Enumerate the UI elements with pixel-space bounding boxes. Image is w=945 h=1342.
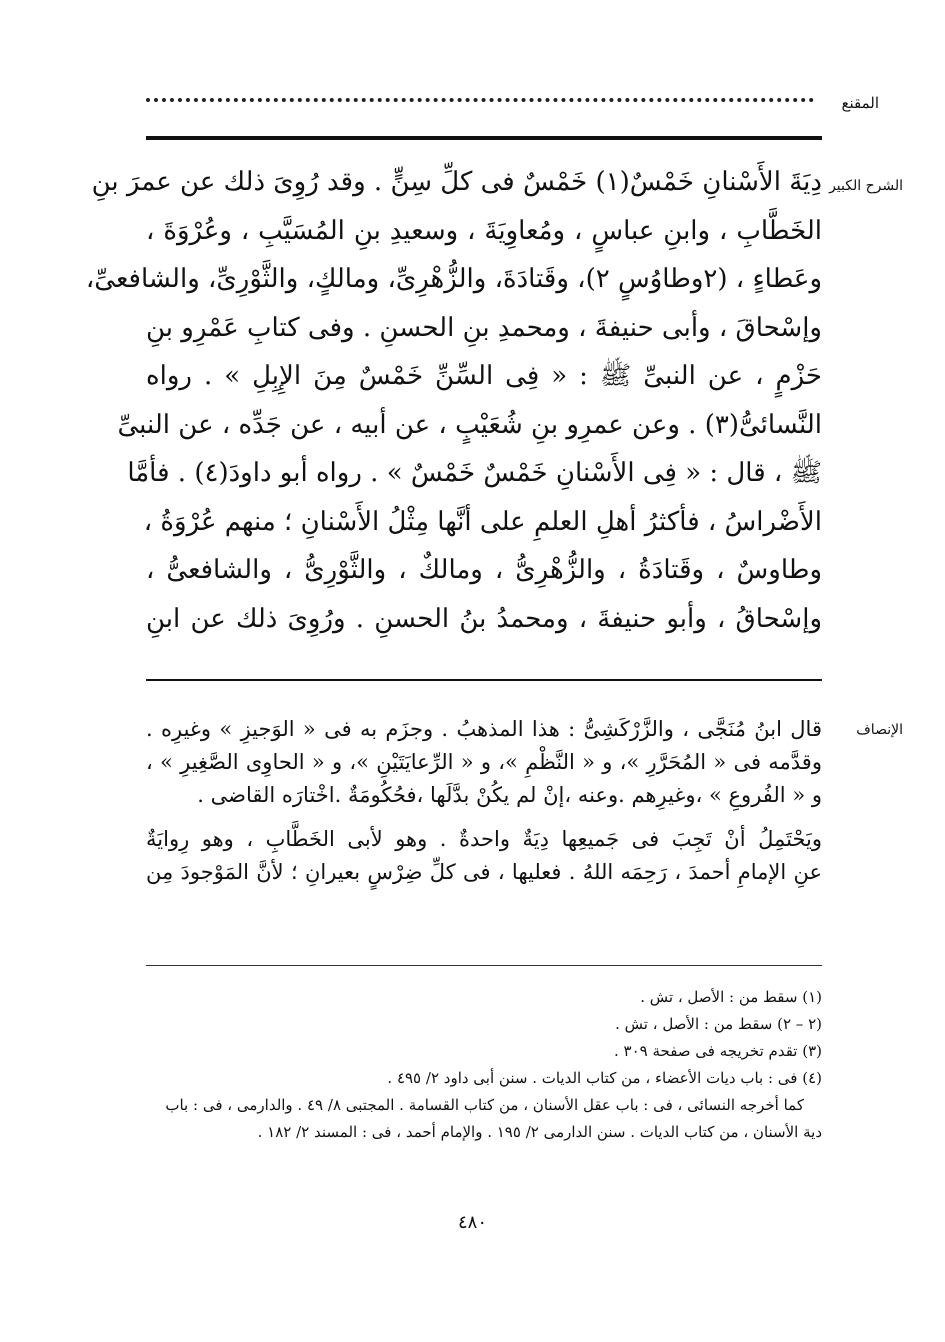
footnote: (١) سقط من : الأصل ، تش .	[640, 988, 822, 1006]
sharh-line: وإسْحاقُ ، وأبو حنيفةَ ، ومحمدُ بنُ الحسنِ . ورُوِىَ ذلك عن ابنِ	[146, 603, 822, 634]
sharh-line: الخَطَّابِ ، وابنِ عباسٍ ، ومُعاوِيَةَ ، وسعيدِ بنِ المُسَيَّبِ ، وعُرْوَةَ ،	[146, 215, 822, 246]
sharh-line: ﷺ ، قال : « فِى الأَسْنانِ خَمْسٌ خَمْسٌ » . رواه أبو داودَ(٤) . فأمَّا	[127, 458, 822, 488]
insaf-line: قال ابنُ مُنَجَّى ، والزَّرْكَشِىُّ : هذا المذهبُ . وجزَم به فى « الوَجيزِ » وغيرِه .	[146, 717, 822, 741]
footnote-divider	[146, 965, 822, 966]
footnotes	[146, 984, 822, 1146]
sharh-line: حَزْمٍ ، عن النبىِّ ﷺ : « فِى السِّنِّ خَمْسٌ مِنَ الإِبِلِ » . رواه	[146, 361, 822, 391]
insaf-text	[146, 713, 822, 889]
header-rule	[146, 136, 822, 140]
sharh-line: وعَطاءٍ ، (٢وطاوُسٍ ٢)، وقَتادَةَ، والزُّهْرِىِّ، ومالكٍ، والثَّوْرِىِّ، والشافعىِّ،	[85, 264, 822, 294]
insaf-line: عنِ الإمامِ أحمدَ ، رَحِمَه اللهُ . فعليها ، فى كلِّ ضِرْسٍ بعيرانِ ؛ لأنَّ المَوْجودَ مِن	[146, 860, 822, 884]
section-divider	[146, 679, 822, 681]
insaf-line: و « الفُروعِ » ،وغيرِهم .وعنه ،إنْ لم يكُنْ بدَّلَها ،فحُكُومَةٌ .اخْتارَه القاضى .	[197, 783, 822, 807]
sharh-line: وطاوسٌ ، وقَتادَةُ ، والزُّهْرِىُّ ، ومالكٌ ، والثَّوْرِىُّ ، والشافعىُّ ،	[146, 555, 822, 585]
sharh-line: الأَضْراسُ ، فأكثرُ أهلِ العلمِ على أنَّها مِثْلُ الأَسْنانِ ؛ منهم عُرْوَةُ ،	[143, 506, 822, 537]
sharh-section-label: الشرح الكبير	[829, 178, 903, 194]
sharh-text	[85, 158, 822, 643]
sharh-line: النَّسائىُّ(٣) . وعن عمرِو بنِ شُعَيْبٍ ، عن أبيه ، عن جَدِّه ، عن النبىِّ	[117, 409, 822, 440]
sharh-line: وإسْحاقَ ، وأبى حنيفةَ ، ومحمدِ بنِ الحسنِ . وفى كتابِ عَمْرِو بنِ	[146, 312, 822, 343]
insaf-line: ويَحْتَمِلُ أنْ تَجِبَ فى جَميعِها دِيَةٌ واحدةٌ . وهو لأبى الخَطَّابِ ، وهو رِوايَةٌ	[146, 827, 822, 851]
header-dotted-rule	[146, 98, 814, 102]
page-number: ٤٨٠	[457, 1212, 487, 1233]
footnote: كما أخرجه النسائى ، فى : باب عقل الأسنان ، من كتاب القسامة . المجتبى ٨/ ٤٩ . والدارمى ، فى : باب	[165, 1096, 804, 1114]
insaf-section-label: الإنصاف	[856, 722, 903, 738]
running-header-title: المقنع	[841, 94, 879, 112]
insaf-line: وقدَّمه فى « المُحَرَّرِ »، و « النَّظْمِ »، و « الرِّعايَتَيْنِ »، و « الحاوِى الصَّغِيرِ » ،	[146, 750, 822, 774]
footnote: دية الأسنان ، من كتاب الديات . سنن الدارمى ٢/ ١٩٥ . والإمام أحمد ، فى : المسند ٢/ ١٨٢ .	[257, 1123, 822, 1141]
footnote: (٤) فى : باب ديات الأعضاء ، من كتاب الديات . سنن أبى داود ٢/ ٤٩٥ .	[387, 1069, 822, 1087]
footnote: (٢ – ٢) سقط من : الأصل ، تش .	[615, 1015, 822, 1033]
sharh-line: دِيَةَ الأَسْنانِ خَمْسٌ(١) خَمْسٌ فى كلِّ سِنٍّ . وقد رُوِىَ ذلك عن عمرَ بنِ	[91, 167, 822, 197]
footnote: (٣) تقدم تخريجه فى صفحة ٣٠٩ .	[613, 1042, 822, 1060]
